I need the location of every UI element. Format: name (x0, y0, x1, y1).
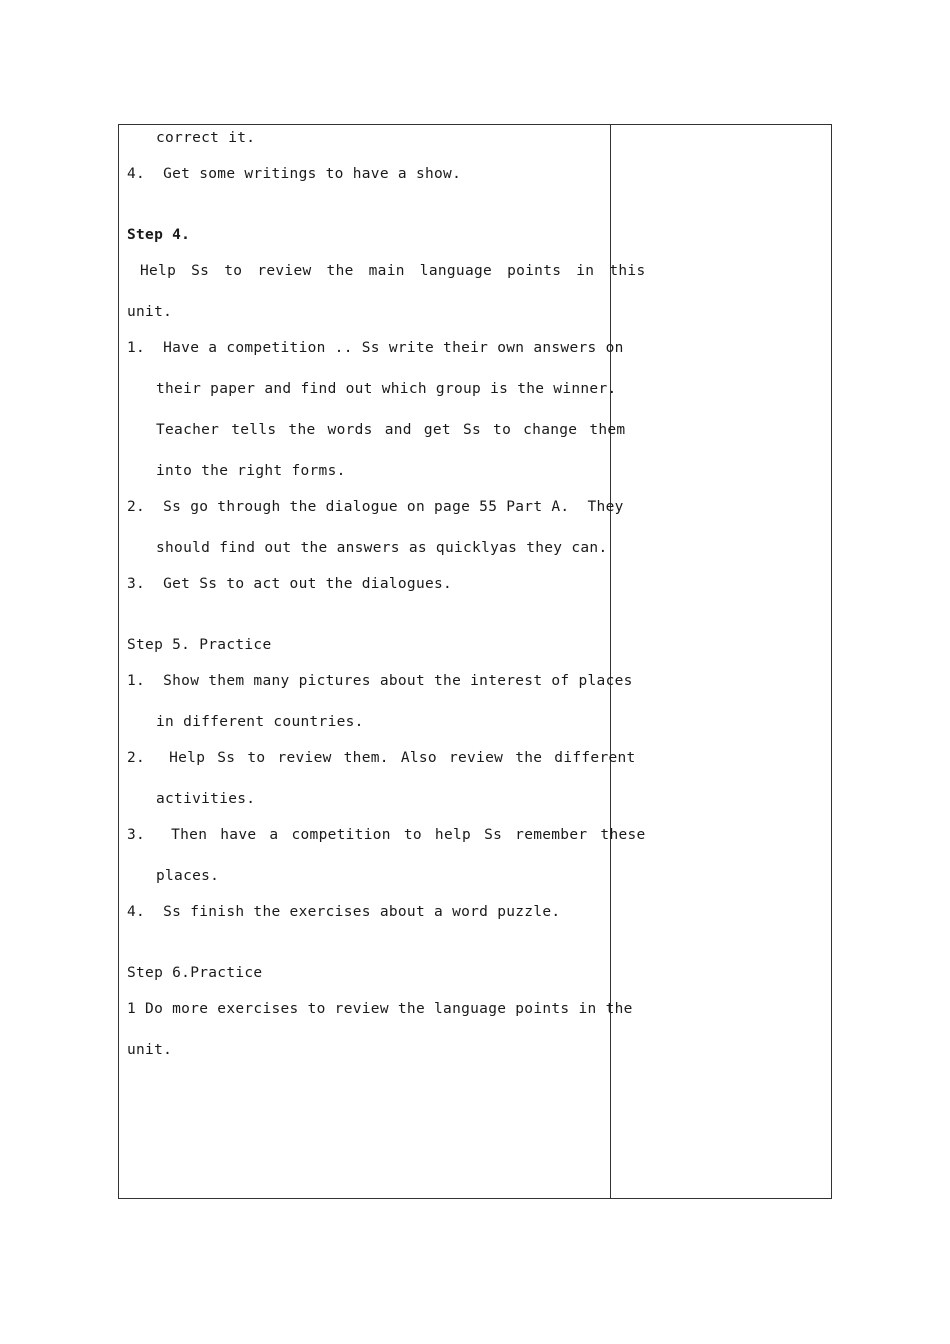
text-line: in different countries. (156, 714, 364, 730)
column-divider (610, 125, 611, 1198)
list-item: 1 Do more exercises to review the language points in the (127, 1001, 633, 1017)
list-item: 4. Ss finish the exercises about a word puzzle. (127, 904, 561, 920)
list-item: 1. Have a competition .. Ss write their own answers on (127, 340, 624, 356)
text-line: unit. (127, 304, 173, 320)
step-heading: Step 4. (127, 227, 191, 243)
step-heading: Step 6.Practice (127, 965, 263, 981)
text-line: Help Ss to review the main language points in this (140, 263, 646, 279)
text-line: Teacher tells the words and get Ss to change them (156, 422, 626, 438)
text-line: unit. (127, 1042, 173, 1058)
text-line: activities. (156, 791, 256, 807)
list-item: 4. Get some writings to have a show. (127, 166, 462, 182)
list-item: 1. Show them many pictures about the interest of places (127, 673, 633, 689)
text-line: their paper and find out which group is the winner. (156, 381, 617, 397)
text-line: into the right forms. (156, 463, 346, 479)
text-line: places. (156, 868, 220, 884)
list-item: 3. Get Ss to act out the dialogues. (127, 576, 453, 592)
step-heading: Step 5. Practice (127, 637, 272, 653)
list-item: 2. Ss go through the dialogue on page 55 Part A. They (127, 499, 624, 515)
list-item: 2. Help Ss to review them. Also review the different (127, 750, 636, 766)
text-line: should find out the answers as quicklyas they can. (156, 540, 608, 556)
list-item: 3. Then have a competition to help Ss remember these (127, 827, 646, 843)
text-line: correct it. (156, 130, 256, 146)
lesson-plan-table (118, 124, 832, 1199)
